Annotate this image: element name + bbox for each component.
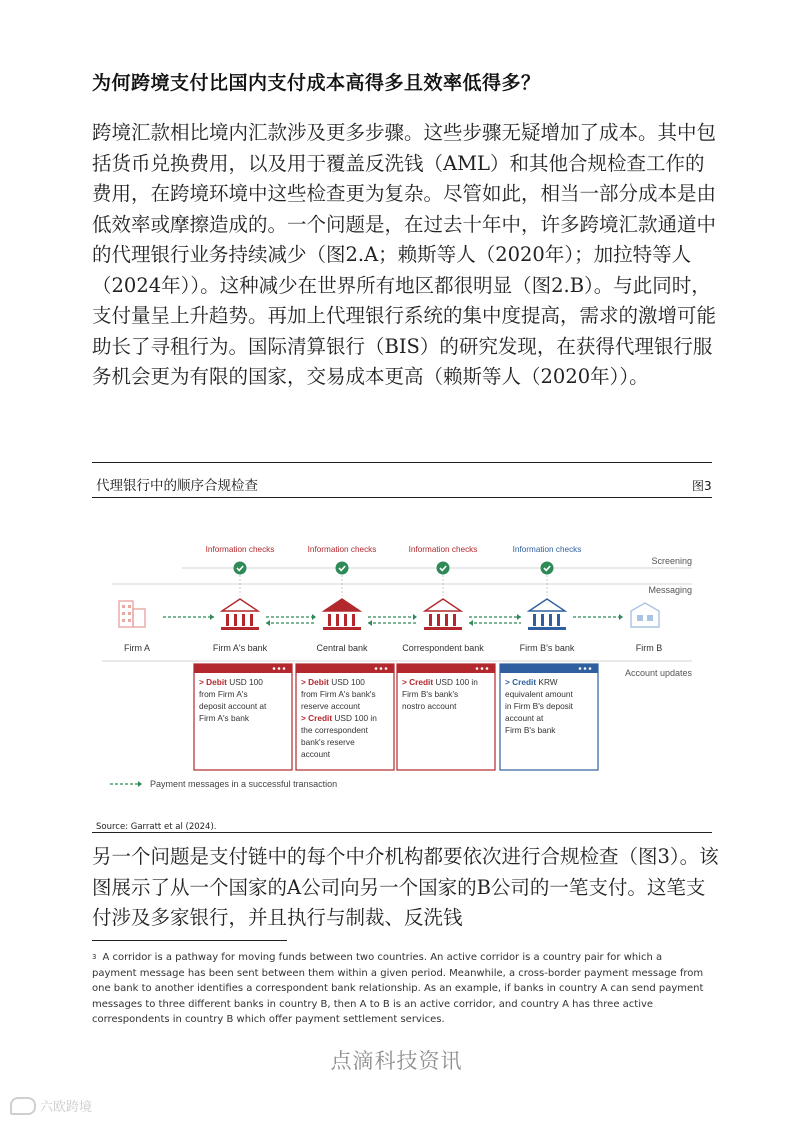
account-update-segment: bank's reserve	[301, 737, 355, 747]
body-paragraph-2: 另一个问题是支付链中的每个中介机构都要依次进行合规检查（图3）。该图展示了从一个国家的A公司向另一个国家的B公司的一笔支付。这笔支付涉及多家银行，并且执行与制裁、反洗钱	[92, 845, 719, 929]
window-dot-icon	[486, 667, 489, 670]
arrow-head-icon	[517, 614, 521, 620]
account-update-line	[199, 701, 267, 711]
watermark-center: 点滴科技资讯	[330, 1049, 463, 1073]
account-lane-label: Account updates	[624, 668, 692, 678]
body-paragraph-1: 跨境汇款相比境内汇款涉及更多步骤。这些步骤无疑增加了成本。其中包括货币兑换费用，以及用于覆盖反洗钱（AML）和其他合规检查工作的费用，在跨境环境中这些检查更为复杂。尽管如此，相当一部分成本是由低效率或摩擦造成的。一个问题是，在过去十年中，许多跨境汇款通道中的代理银行业务持续减少（图2.A；赖斯等人（2020年）；加拉特等人（2024年））。这种减少在世界所有地区都很明显（图2.B）。与此同时，支付量呈上升趋势。再加上代理银行系统的集中度提高，需求的激增可能助长了寻租行为。国际清算银行（BIS）的研究发现，在获得代理银行服务机会更为有限的国家，交易成本更高（赖斯等人（2020年））。	[92, 121, 717, 388]
section-heading: 为何跨境支付比国内支付成本高得多且效率低得多？	[92, 72, 541, 94]
account-update-line	[301, 701, 361, 711]
account-update-segment: USD 100	[226, 677, 263, 687]
account-update-box-header	[397, 664, 495, 673]
window-icon	[647, 615, 653, 621]
arrow-head-icon	[138, 781, 142, 787]
watermark-logo-icon	[10, 1097, 36, 1115]
account-update-line	[199, 713, 250, 723]
arrow-head-icon	[619, 614, 623, 620]
account-update-segment: the correspondent	[301, 725, 368, 735]
window-dot-icon	[579, 667, 582, 670]
messaging-lane-label: Messaging	[648, 585, 692, 595]
bank-roof-icon	[222, 599, 258, 611]
bank-column-icon	[352, 614, 355, 626]
bank-base-icon	[528, 627, 566, 630]
account-update-segment: > Credit	[402, 677, 434, 687]
check-circle-icon	[437, 562, 450, 575]
window-dot-icon	[481, 667, 484, 670]
window-dot-icon	[385, 667, 388, 670]
arrow-head-icon	[266, 620, 270, 626]
window-dot-icon	[584, 667, 587, 670]
bank-roof-icon	[324, 599, 360, 611]
account-update-segment: reserve account	[301, 701, 361, 711]
account-update-line	[301, 725, 369, 735]
account-update-line	[505, 713, 544, 723]
bank-column-icon	[226, 614, 229, 626]
account-update-line	[402, 677, 478, 687]
account-update-segment: from Firm A's bank's	[301, 689, 376, 699]
figure-top-rule	[92, 462, 712, 463]
account-update-segment: KRW	[536, 677, 558, 687]
arrow-head-icon	[210, 614, 214, 620]
account-update-segment: USD 100	[328, 677, 365, 687]
node-label: Firm B's bank	[519, 643, 575, 653]
window-dot-icon	[380, 667, 383, 670]
footnote-marker: 3	[92, 953, 97, 961]
node-label: Correspondent bank	[402, 643, 484, 653]
arrow-head-icon	[368, 620, 372, 626]
account-update-line	[199, 677, 263, 687]
info-check-label: Information checks	[307, 545, 377, 554]
bank-column-icon	[234, 614, 237, 626]
account-update-segment: Firm B's bank's	[402, 689, 459, 699]
window-dot-icon	[283, 667, 286, 670]
window-icon	[128, 605, 131, 608]
check-circle-icon	[541, 562, 554, 575]
figure-title-rule	[92, 497, 712, 498]
node-label: Firm B	[635, 643, 663, 653]
figure-source: Source: Garratt et al (2024).	[96, 822, 217, 832]
node-label: Firm A	[124, 643, 150, 653]
factory-icon	[631, 603, 659, 627]
account-update-segment: > Credit	[505, 677, 537, 687]
window-dot-icon	[476, 667, 479, 670]
bank-roof-icon	[425, 599, 461, 611]
info-check-label: Information checks	[408, 545, 478, 554]
account-update-segment: account at	[505, 713, 544, 723]
bank-column-icon	[533, 614, 536, 626]
account-update-segment: Firm A's bank	[199, 713, 249, 723]
account-update-line	[199, 689, 248, 699]
bank-column-icon	[549, 614, 552, 626]
account-update-segment: deposit account at	[199, 701, 267, 711]
window-dot-icon	[589, 667, 592, 670]
account-update-box-header	[194, 664, 292, 673]
bank-column-icon	[328, 614, 331, 626]
window-dot-icon	[273, 667, 276, 670]
info-check-label: Information checks	[512, 545, 582, 554]
account-update-segment: USD 100 in	[332, 713, 377, 723]
figure-bottom-rule	[92, 832, 712, 833]
footnote-rule	[92, 940, 287, 941]
bank-roof-icon	[529, 599, 565, 611]
bank-base-icon	[221, 627, 259, 630]
bank-column-icon	[445, 614, 448, 626]
arrow-head-icon	[469, 620, 473, 626]
building-icon	[133, 609, 145, 627]
figure-number: 图3	[692, 479, 712, 493]
account-update-line	[505, 701, 574, 711]
figure-title: 代理银行中的顺序合规检查	[96, 478, 258, 494]
bank-column-icon	[453, 614, 456, 626]
account-update-line	[301, 677, 365, 687]
account-update-line	[301, 749, 331, 759]
account-update-line	[301, 713, 377, 723]
window-icon	[128, 619, 131, 622]
window-icon	[637, 615, 643, 621]
account-update-line	[402, 701, 457, 711]
account-update-segment: equivalent amount	[505, 689, 573, 699]
account-update-segment: Firm B's bank	[505, 725, 556, 735]
legend-label: Payment messages in a successful transaction	[150, 779, 338, 789]
watermark-corner-text: 六欧跨境	[40, 1100, 93, 1115]
arrow-head-icon	[413, 614, 417, 620]
account-update-segment: account	[301, 749, 331, 759]
account-update-box-header	[296, 664, 394, 673]
arrow-head-icon	[312, 614, 316, 620]
window-dot-icon	[278, 667, 281, 670]
account-update-line	[505, 725, 556, 735]
account-update-box-header	[500, 664, 598, 673]
bank-column-icon	[429, 614, 432, 626]
screening-lane-label: Screening	[651, 556, 692, 566]
bank-column-icon	[437, 614, 440, 626]
bank-column-icon	[557, 614, 560, 626]
watermark-corner	[10, 1096, 92, 1115]
account-update-segment: > Debit	[199, 677, 227, 687]
account-update-segment: nostro account	[402, 701, 457, 711]
account-update-segment: from Firm A's	[199, 689, 248, 699]
window-icon	[122, 605, 125, 608]
bank-column-icon	[250, 614, 253, 626]
bank-column-icon	[242, 614, 245, 626]
account-update-line	[301, 737, 355, 747]
account-update-segment: USD 100 in	[433, 677, 478, 687]
node-label: Firm A's bank	[212, 643, 268, 653]
account-update-segment: > Debit	[301, 677, 329, 687]
bank-column-icon	[344, 614, 347, 626]
account-update-line	[301, 689, 376, 699]
bank-base-icon	[424, 627, 462, 630]
check-circle-icon	[336, 562, 349, 575]
account-update-line	[505, 677, 558, 687]
window-icon	[122, 619, 125, 622]
account-update-line	[505, 689, 574, 699]
window-dot-icon	[375, 667, 378, 670]
bank-column-icon	[541, 614, 544, 626]
window-icon	[128, 612, 131, 615]
footnote	[92, 950, 707, 1028]
account-update-line	[402, 689, 458, 699]
bank-column-icon	[336, 614, 339, 626]
account-update-segment: > Credit	[301, 713, 333, 723]
bank-base-icon	[323, 627, 361, 630]
compliance-flow-diagram	[92, 528, 704, 818]
node-label: Central bank	[316, 643, 368, 653]
window-icon	[122, 612, 125, 615]
info-check-label: Information checks	[205, 545, 275, 554]
account-update-segment: in Firm B's deposit	[505, 701, 573, 711]
footnote-text: A corridor is a pathway for moving funds between two countries. An active corridor is a country pair for which a payment message has been sent between them within a given period. Meanwhile, a cross-border payment message from one bank to another identifies a correspondent bank relationship. As an example, if banks in country A can send payment messages to three different banks in country B, then A to B is an active corridor, and country A has three active correspondents in country B which offer payment settlement services.	[92, 952, 704, 1025]
check-circle-icon	[234, 562, 247, 575]
